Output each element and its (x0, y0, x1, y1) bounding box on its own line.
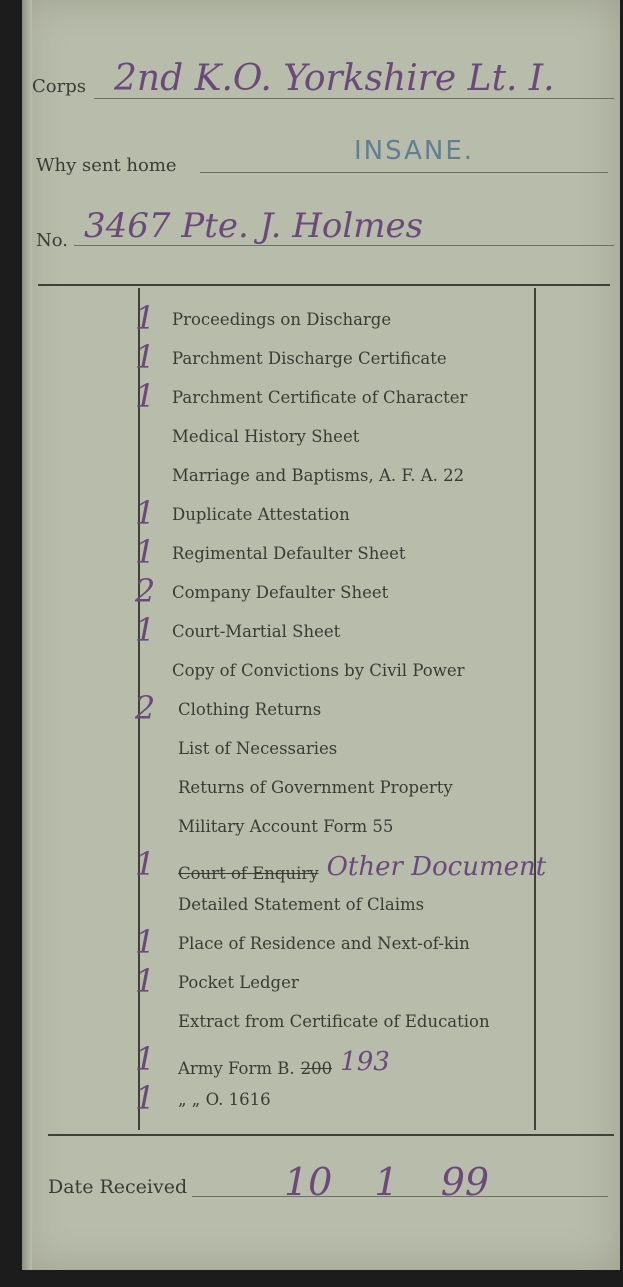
date-received-handwritten-value: 10 1 99 (284, 1160, 490, 1204)
document-row-label: Medical History Sheet (172, 427, 360, 446)
number-handwritten-value: 3467 Pte. J. Holmes (84, 206, 424, 246)
handwritten-annotation: Other Document (326, 852, 547, 882)
insane-stamp: INSANE. (354, 136, 475, 166)
document-row-label: Military Account Form 55 (178, 817, 394, 836)
document-row-label: Extract from Certificate of Education (178, 1012, 490, 1031)
struck-form-number: 200 (300, 1059, 333, 1078)
row-count-mark: 1 (134, 923, 156, 961)
document-row-label: Court of Enquiry Other Document (178, 852, 547, 883)
row-count-mark: 2 (134, 689, 156, 727)
document-row-label: Detailed Statement of Claims (178, 895, 425, 914)
document-row-label: Parchment Certificate of Character (172, 388, 468, 407)
corps-label: Corps (32, 76, 86, 97)
row-count-mark: 1 (134, 299, 156, 337)
document-row-label: List of Necessaries (178, 739, 338, 758)
corps-handwritten-value: 2nd K.O. Yorkshire Lt. I. (114, 58, 555, 99)
table-bottom-rule (48, 1134, 614, 1136)
document-row-label: Proceedings on Discharge (172, 310, 392, 329)
table-right-rule (534, 288, 536, 1130)
document-sheet (22, 0, 620, 1270)
date-received-label: Date Received (48, 1176, 188, 1198)
document-row-label: Regimental Defaulter Sheet (172, 544, 406, 563)
row-count-mark: 1 (134, 1040, 156, 1078)
document-row-label: Court-Martial Sheet (172, 622, 341, 641)
document-row-label: Parchment Discharge Certificate (172, 349, 447, 368)
why-sent-home-line (200, 172, 608, 173)
document-row-label: Copy of Convictions by Civil Power (172, 661, 465, 680)
row-count-mark: 1 (134, 533, 156, 571)
document-row-label: Place of Residence and Next-of-kin (178, 934, 470, 953)
handwritten-annotation: 193 (340, 1047, 390, 1077)
document-row-label: Duplicate Attestation (172, 505, 350, 524)
document-row-label: „ „ O. 1616 (178, 1090, 271, 1109)
why-sent-home-label: Why sent home (36, 155, 177, 176)
document-row-label: Returns of Government Property (178, 778, 453, 797)
row-count-mark: 1 (134, 338, 156, 376)
row-count-mark: 1 (134, 962, 156, 1000)
row-count-mark: 1 (134, 494, 156, 532)
row-count-mark: 1 (134, 611, 156, 649)
number-label: No. (36, 230, 68, 251)
row-count-mark: 2 (134, 572, 156, 610)
table-top-rule (38, 284, 610, 286)
row-count-mark: 1 (134, 845, 156, 883)
document-row-label: Army Form B. 200 193 (178, 1047, 390, 1078)
document-row-label: Clothing Returns (178, 700, 322, 719)
row-count-mark: 1 (134, 1079, 156, 1117)
document-row-label: Marriage and Baptisms, A. F. A. 22 (172, 466, 465, 485)
paper-edge (22, 0, 32, 1270)
document-row-label: Company Defaulter Sheet (172, 583, 389, 602)
document-row-label: Pocket Ledger (178, 973, 299, 992)
row-count-mark: 1 (134, 377, 156, 415)
